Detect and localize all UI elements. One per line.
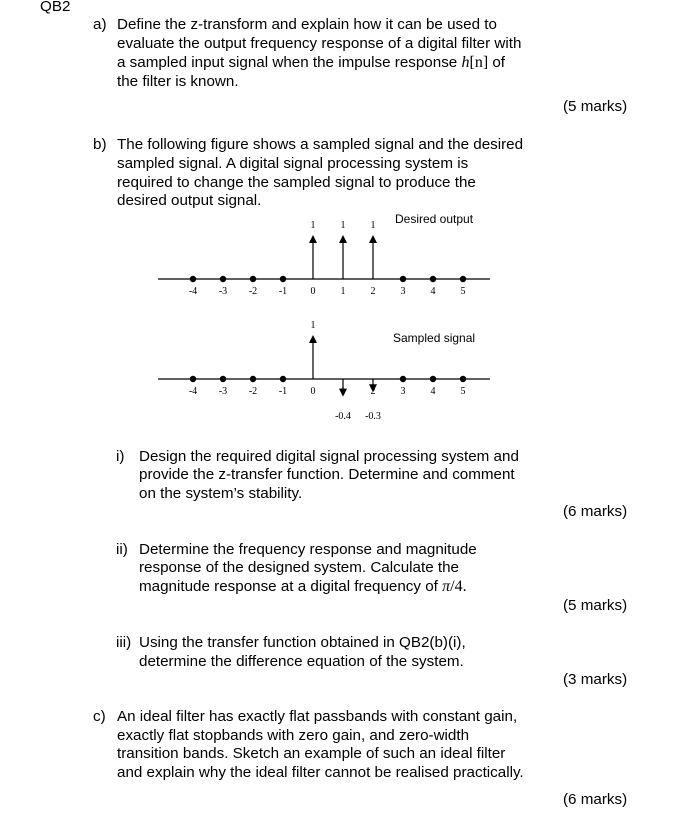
sub-ii-line-2: response of the designed system. Calculate the bbox=[139, 559, 459, 576]
desired-output-tick-label: -3 bbox=[218, 286, 228, 297]
sampled-signal-tick-label: -4 bbox=[188, 386, 198, 397]
sub-i-line-2: provide the z-transfer function. Determine and comment bbox=[139, 466, 515, 483]
desired-output-sample-point bbox=[400, 276, 406, 282]
sampled-signal-tick-label: 5 bbox=[460, 386, 466, 397]
impulse-response-index: [n] bbox=[469, 54, 489, 71]
part-a-marks: (5 marks) bbox=[563, 98, 628, 115]
sampled-signal-tick-label: 1 bbox=[340, 386, 346, 397]
desired-output-tick-label: 0 bbox=[310, 286, 316, 297]
sampled-signal-sample-point bbox=[190, 376, 196, 382]
sampled-signal-sample-point bbox=[280, 376, 286, 382]
desired-output-sample-point bbox=[190, 276, 196, 282]
desired-output-value-label: 1 bbox=[310, 220, 316, 231]
sampled-signal-title: Sampled signal bbox=[393, 331, 476, 345]
desired-output-value-label: 1 bbox=[340, 220, 346, 231]
sampled-signal-sample-point bbox=[430, 376, 436, 382]
sub-i-line-3: on the system’s stability. bbox=[139, 485, 303, 502]
sampled-signal-tick-label: 0 bbox=[310, 386, 316, 397]
part-a-line-3: a sampled input signal when the impulse response h[n] of bbox=[117, 54, 506, 71]
part-b-label: b) bbox=[93, 136, 107, 153]
impulse-response-symbol: h bbox=[461, 54, 470, 71]
part-a-label: a) bbox=[93, 16, 107, 33]
desired-output-tick-label: 5 bbox=[460, 286, 466, 297]
sampled-signal-tick-label: 4 bbox=[430, 386, 436, 397]
part-b-line-1: The following figure shows a sampled signal and the desired bbox=[117, 136, 524, 153]
part-b-line-3: required to change the sampled signal to produce the bbox=[117, 174, 476, 191]
desired-output-tick-label: 3 bbox=[400, 286, 406, 297]
sampled-signal-tick-label: 2 bbox=[370, 386, 376, 397]
sampled-signal-tick-label: -3 bbox=[218, 386, 228, 397]
question-number: QB2 bbox=[40, 0, 71, 15]
part-c-label: c) bbox=[93, 708, 106, 725]
desired-output-tick-label: 2 bbox=[370, 286, 376, 297]
desired-output-tick-label: 1 bbox=[340, 286, 346, 297]
part-c-line-4: and explain why the ideal filter cannot be realised practically. bbox=[117, 764, 524, 781]
part-b-line-2: sampled signal. A digital signal processing system is bbox=[117, 155, 469, 172]
desired-output-sample-point bbox=[460, 276, 466, 282]
sub-ii-label: ii) bbox=[116, 541, 128, 558]
part-c-line-1: An ideal filter has exactly flat passbands with constant gain, bbox=[117, 708, 518, 725]
desired-output-sample-point bbox=[430, 276, 436, 282]
sub-ii-marks: (5 marks) bbox=[563, 597, 628, 614]
sub-iii-line-2: determine the difference equation of the system. bbox=[139, 653, 464, 670]
part-a-line-2: evaluate the output frequency response of a digital filter with bbox=[117, 35, 522, 52]
sampled-signal-sample-point bbox=[220, 376, 226, 382]
desired-output-value-label: 1 bbox=[370, 220, 376, 231]
sub-iii-line-1: Using the transfer function obtained in QB2(b)(i), bbox=[139, 634, 466, 651]
desired-output-sample-point bbox=[250, 276, 256, 282]
sampled-signal-tick-label: -1 bbox=[278, 386, 288, 397]
sub-i-label: i) bbox=[116, 448, 125, 465]
desired-output-sample-point bbox=[280, 276, 286, 282]
desired-output-tick-label: -2 bbox=[248, 286, 258, 297]
sampled-signal-sample-point bbox=[250, 376, 256, 382]
sampled-signal-tick-label: -2 bbox=[248, 386, 258, 397]
sub-iii-label: iii) bbox=[116, 634, 132, 651]
part-c-line-3: transition bands. Sketch an example of such an ideal filter bbox=[117, 745, 506, 762]
part-b-line-4: desired output signal. bbox=[117, 192, 262, 209]
sampled-signal-value-label: 1 bbox=[310, 320, 316, 331]
part-a-line-4: the filter is known. bbox=[117, 73, 239, 90]
desired-output-plot bbox=[158, 220, 490, 297]
sub-i-line-1: Design the required digital signal processing system and bbox=[139, 448, 519, 465]
desired-output-title: Desired output bbox=[395, 212, 474, 226]
part-c-line-2: exactly flat stopbands with zero gain, and zero-width bbox=[117, 727, 470, 744]
sampled-signal-value-label: -0.3 bbox=[365, 411, 381, 422]
sampled-signal-sample-point bbox=[400, 376, 406, 382]
sub-iii-marks: (3 marks) bbox=[563, 671, 628, 688]
desired-output-sample-point bbox=[220, 276, 226, 282]
sampled-signal-tick-label: 3 bbox=[400, 386, 406, 397]
desired-output-tick-label: 4 bbox=[430, 286, 436, 297]
sub-ii-line-1: Determine the frequency response and magnitude bbox=[139, 541, 477, 558]
sub-i-marks: (6 marks) bbox=[563, 503, 628, 520]
part-a-line-1: Define the z-transform and explain how it can be used to bbox=[117, 16, 497, 33]
part-c-marks: (6 marks) bbox=[563, 791, 628, 808]
sampled-signal-sample-point bbox=[460, 376, 466, 382]
desired-output-tick-label: -4 bbox=[188, 286, 198, 297]
desired-output-tick-label: -1 bbox=[278, 286, 288, 297]
sub-ii-line-3: magnitude response at a digital frequency of π/4. bbox=[139, 578, 467, 595]
pi-symbol: π bbox=[442, 578, 451, 595]
sampled-signal-value-label: -0.4 bbox=[335, 411, 351, 422]
